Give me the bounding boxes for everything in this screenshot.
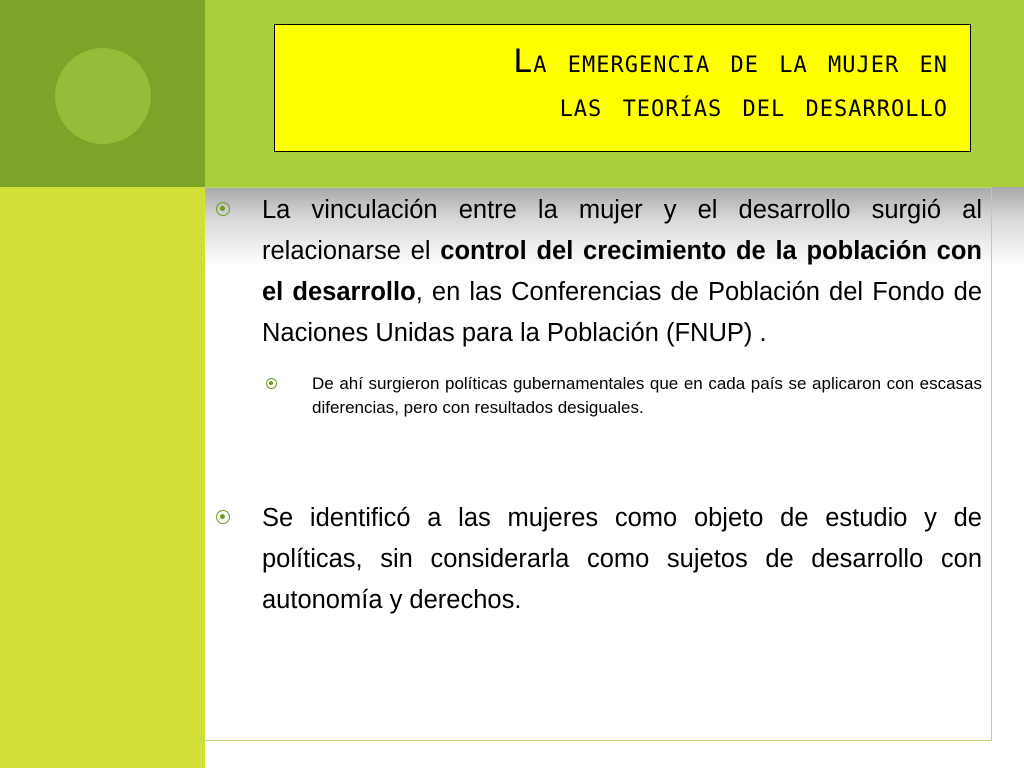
spacer	[210, 420, 982, 498]
sub-bullet-1	[210, 372, 982, 420]
bullet-1-bold-text: control del crecimiento de la población con el desarrollo	[262, 237, 983, 306]
bullet-1-text-part2: , en las Conferencias de Población del Fondo de Naciones Unidas para la Población (FNUP) .	[262, 278, 982, 347]
decorative-circle	[55, 48, 151, 144]
sub-bullet-1-text: De ahí surgieron políticas gubernamentales que en cada país se aplicaron con escasas diferencias, pero con resultados desiguales.	[312, 374, 982, 417]
bullet-2-text: Se identificó a las mujeres como objeto de estudio y de políticas, sin considerarla como sujetos de desarrollo con autonomía y derechos.	[262, 504, 982, 614]
circle-dot-icon	[266, 378, 277, 389]
content-body	[210, 190, 982, 621]
title-line-2: las teorías del desarrollo	[559, 86, 948, 124]
bullet-2	[210, 498, 982, 621]
slide-title	[274, 24, 971, 152]
circle-dot-icon	[216, 510, 230, 524]
circle-dot-icon	[216, 202, 230, 216]
title-line-1: La emergencia de la mujer en	[513, 42, 948, 80]
bullet-1	[210, 190, 982, 354]
left-bottom-panel	[0, 187, 205, 768]
bullet-1-text-part1: La vinculación entre la mujer y el desarrollo surgió al relacionarse el	[262, 196, 982, 265]
